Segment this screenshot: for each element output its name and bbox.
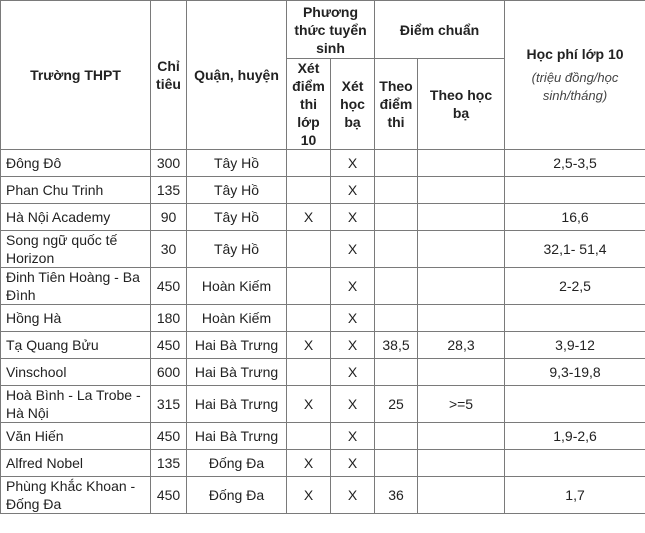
table-row <box>1 177 645 204</box>
cell-school: Đông Đô <box>1 150 151 177</box>
table-row <box>1 359 645 386</box>
header-fee-unit: (triệu đồng/học sinh/tháng) <box>531 70 619 103</box>
cell-district: Đống Đa <box>187 450 287 477</box>
cell-district: Tây Hồ <box>187 177 287 204</box>
cell-score-exam <box>375 204 418 231</box>
cell-school: Vinschool <box>1 359 151 386</box>
cell-fee <box>505 177 645 204</box>
header-district: Quận, huyện <box>187 1 287 150</box>
table-row <box>1 268 645 305</box>
cell-score-record: >=5 <box>418 386 505 423</box>
cell-exam <box>287 305 331 332</box>
cell-exam <box>287 423 331 450</box>
cell-exam: X <box>287 450 331 477</box>
cell-record: X <box>331 450 375 477</box>
header-method: Phương thức tuyển sinh <box>287 1 375 59</box>
cell-school: Hà Nội Academy <box>1 204 151 231</box>
table-row <box>1 305 645 332</box>
cell-score-exam <box>375 268 418 305</box>
header-method-record: Xét học bạ <box>331 59 375 150</box>
cell-record: X <box>331 359 375 386</box>
cell-district: Hai Bà Trưng <box>187 359 287 386</box>
cell-record: X <box>331 305 375 332</box>
cell-exam <box>287 268 331 305</box>
cell-fee: 2-2,5 <box>505 268 645 305</box>
cell-score-exam <box>375 231 418 268</box>
cell-record: X <box>331 150 375 177</box>
cell-fee <box>505 386 645 423</box>
cell-quota: 30 <box>151 231 187 268</box>
cell-quota: 450 <box>151 332 187 359</box>
cell-exam: X <box>287 332 331 359</box>
cell-school: Văn Hiến <box>1 423 151 450</box>
cell-exam: X <box>287 477 331 514</box>
cell-district: Hai Bà Trưng <box>187 423 287 450</box>
cell-exam: X <box>287 386 331 423</box>
cell-fee: 2,5-3,5 <box>505 150 645 177</box>
cell-district: Tây Hồ <box>187 231 287 268</box>
cell-score-exam <box>375 305 418 332</box>
cell-score-exam: 36 <box>375 477 418 514</box>
table-row <box>1 477 645 514</box>
cell-district: Hoàn Kiếm <box>187 305 287 332</box>
cell-score-record <box>418 423 505 450</box>
cell-district: Đống Đa <box>187 477 287 514</box>
cell-quota: 90 <box>151 204 187 231</box>
cell-school: Tạ Quang Bửu <box>1 332 151 359</box>
header-school: Trường THPT <box>1 1 151 150</box>
cell-record: X <box>331 332 375 359</box>
cell-quota: 135 <box>151 177 187 204</box>
cell-score-record: 28,3 <box>418 332 505 359</box>
cell-quota: 450 <box>151 477 187 514</box>
cell-score-record <box>418 204 505 231</box>
cell-fee: 16,6 <box>505 204 645 231</box>
table-row <box>1 204 645 231</box>
cell-score-record <box>418 231 505 268</box>
header-quota: Chỉ tiêu <box>151 1 187 150</box>
cell-quota: 450 <box>151 268 187 305</box>
table-row <box>1 386 645 423</box>
cell-score-exam <box>375 359 418 386</box>
cell-quota: 180 <box>151 305 187 332</box>
cell-exam <box>287 231 331 268</box>
cell-district: Hai Bà Trưng <box>187 332 287 359</box>
cell-record: X <box>331 177 375 204</box>
cell-record: X <box>331 477 375 514</box>
cell-fee: 3,9-12 <box>505 332 645 359</box>
header-bench-exam: Theo điểm thi <box>375 59 418 150</box>
cell-fee: 1,9-2,6 <box>505 423 645 450</box>
cell-district: Hai Bà Trưng <box>187 386 287 423</box>
header-fee-title: Học phí lớp 10 <box>526 46 624 62</box>
cell-school: Đinh Tiên Hoàng - Ba Đình <box>1 268 151 305</box>
cell-score-record <box>418 305 505 332</box>
cell-score-exam: 25 <box>375 386 418 423</box>
cell-score-exam: 38,5 <box>375 332 418 359</box>
cell-quota: 450 <box>151 423 187 450</box>
table-row <box>1 450 645 477</box>
table-row <box>1 231 645 268</box>
table-row <box>1 332 645 359</box>
cell-score-record <box>418 268 505 305</box>
cell-fee: 32,1- 51,4 <box>505 231 645 268</box>
cell-school: Phùng Khắc Khoan - Đống Đa <box>1 477 151 514</box>
cell-record: X <box>331 268 375 305</box>
cell-quota: 600 <box>151 359 187 386</box>
cell-fee <box>505 450 645 477</box>
cell-district: Tây Hồ <box>187 150 287 177</box>
table-row <box>1 423 645 450</box>
cell-school: Hồng Hà <box>1 305 151 332</box>
cell-exam <box>287 177 331 204</box>
cell-quota: 135 <box>151 450 187 477</box>
cell-district: Tây Hồ <box>187 204 287 231</box>
cell-fee: 9,3-19,8 <box>505 359 645 386</box>
header-bench-record: Theo học bạ <box>418 59 505 150</box>
cell-exam <box>287 150 331 177</box>
cell-record: X <box>331 423 375 450</box>
cell-quota: 300 <box>151 150 187 177</box>
cell-record: X <box>331 386 375 423</box>
cell-district: Hoàn Kiếm <box>187 268 287 305</box>
cell-score-exam <box>375 150 418 177</box>
cell-record: X <box>331 231 375 268</box>
cell-quota: 315 <box>151 386 187 423</box>
cell-exam <box>287 359 331 386</box>
cell-score-exam <box>375 450 418 477</box>
cell-school: Hoà Bình - La Trobe - Hà Nội <box>1 386 151 423</box>
cell-score-record <box>418 477 505 514</box>
table-row <box>1 150 645 177</box>
cell-score-record <box>418 450 505 477</box>
cell-record: X <box>331 204 375 231</box>
cell-score-record <box>418 359 505 386</box>
cell-score-record <box>418 177 505 204</box>
cell-score-exam <box>375 423 418 450</box>
cell-school: Phan Chu Trinh <box>1 177 151 204</box>
cell-exam: X <box>287 204 331 231</box>
header-benchmark: Điểm chuẩn <box>375 1 505 59</box>
cell-score-record <box>418 150 505 177</box>
cell-school: Alfred Nobel <box>1 450 151 477</box>
header-method-exam: Xét điểm thi lớp 10 <box>287 59 331 150</box>
cell-fee: 1,7 <box>505 477 645 514</box>
cell-score-exam <box>375 177 418 204</box>
cell-school: Song ngữ quốc tế Horizon <box>1 231 151 268</box>
header-fee <box>505 1 645 150</box>
cell-fee <box>505 305 645 332</box>
